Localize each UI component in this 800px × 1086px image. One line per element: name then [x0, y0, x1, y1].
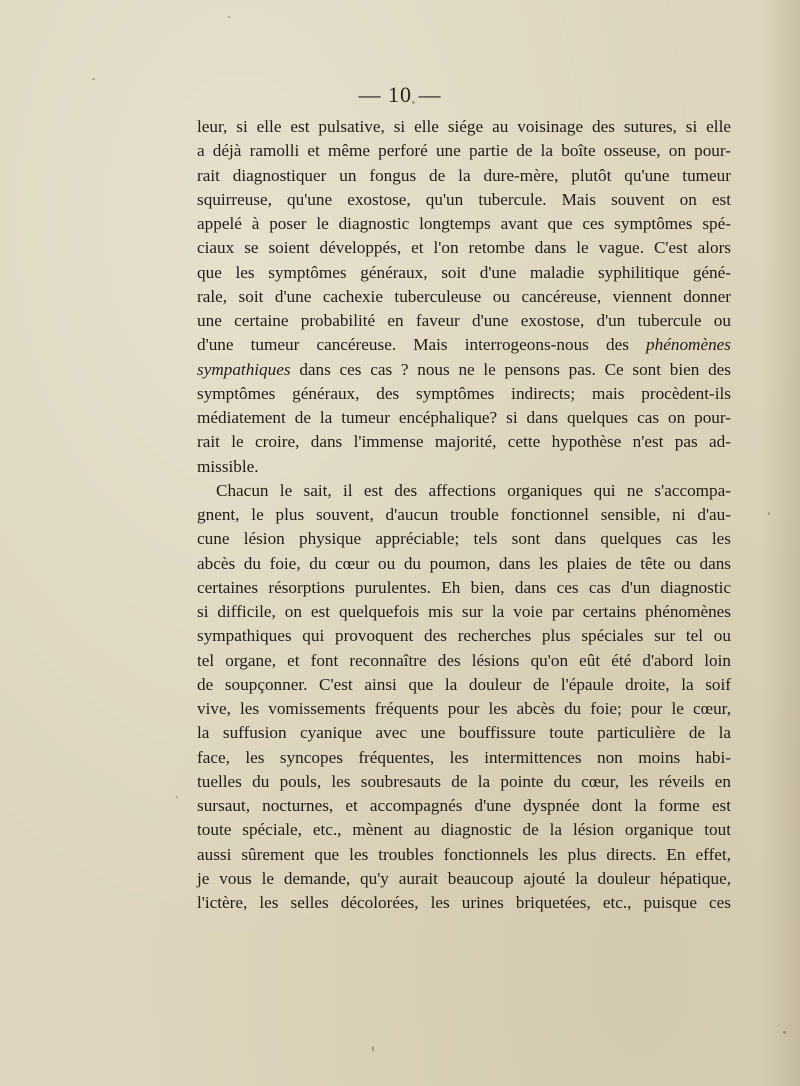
text-line: gnent, le plus souvent, d'aucun trouble fonctionnel sensible, ni d'au-	[197, 505, 731, 524]
paper-speck	[228, 16, 230, 18]
text-line: abcès du foie, du cœur ou du poumon, dans les plaies de tête ou dans	[197, 553, 731, 573]
text-line: une certaine probabilité en faveur d'une exostose, d'un tubercule ou	[197, 311, 731, 330]
text-line: que les symptômes généraux, soit d'une maladie syphilitique géné-	[197, 262, 731, 282]
page-number: — 10 —	[358, 82, 442, 107]
text-line: je vous le demande, qu'y aurait beaucoup ajouté la douleur hépatique,	[197, 868, 731, 888]
text-line-mixed	[197, 358, 731, 382]
text-line: vive, les vomissements fréquents pour les abcès du foie; pour le cœur,	[197, 699, 731, 718]
italic-term: phénomènes	[646, 335, 731, 355]
text-line: rait diagnostiquer un fongus de la dure-mère, plutôt qu'une tumeur	[197, 165, 731, 185]
text-line-mixed	[197, 333, 731, 357]
text-line: ciaux se soient développés, et l'on retombe dans le vague. C'est alors	[197, 238, 731, 258]
text-line: sursaut, nocturnes, et accompagnés d'une dyspnée dont la forme est	[197, 796, 731, 815]
text-line: Chacun le sait, il est des affections organiques qui ne s'accompa-	[216, 480, 731, 500]
text-line: l'ictère, les selles décolorées, les urines briquetées, etc., puisque ces	[197, 893, 731, 912]
text-line: leur, si elle est pulsative, si elle siége au voisinage des sutures, si elle	[197, 117, 731, 136]
italic-term: sympathiques	[197, 359, 291, 379]
text-line: toute spéciale, etc., mènent au diagnostic de la lésion organique tout	[197, 820, 731, 840]
body-text	[197, 115, 731, 915]
text-line: a déjà ramolli et même perforé une partie de la boîte osseuse, on pour-	[197, 141, 731, 161]
text-line: tuelles du pouls, les soubresauts de la pointe du cœur, les réveils en	[197, 771, 731, 791]
text-line: symptômes généraux, des symptômes indirects; mais procèdent-ils	[197, 383, 731, 403]
paper-speck	[92, 78, 95, 80]
text-line: rale, soit d'une cachexie tuberculeuse ou cancéreuse, viennent donner	[197, 286, 731, 306]
text-run: dans ces cas ? nous ne le pensons pas. Ce sont bien des	[299, 359, 731, 379]
paper-speck	[372, 1046, 374, 1052]
text-line: sympathiques qui provoquent des recherches plus spéciales sur tel ou	[197, 626, 731, 646]
paper-speck	[768, 512, 770, 515]
text-line: tel organe, et font reconnaître des lésions qu'on eût été d'abord loin	[197, 650, 731, 670]
text-line: la suffusion cyanique avec une bouffissure toute particulière de la	[197, 723, 731, 743]
text-run: d'une tumeur cancéreuse. Mais interrogeons-nous des	[197, 335, 629, 355]
paper-speck	[176, 796, 178, 798]
text-line: missible.	[197, 456, 259, 476]
text-line: médiatement de la tumeur encéphalique? si dans quelques cas on pour-	[197, 408, 731, 427]
page-edge-shadow	[760, 0, 800, 1086]
text-line: appelé à poser le diagnostic longtemps avant que ces symptômes spé-	[197, 214, 731, 233]
paper-speck	[783, 1031, 786, 1034]
text-line: squirreuse, qu'une exostose, qu'un tubercule. Mais souvent on est	[197, 189, 731, 209]
paper-speck	[412, 101, 415, 104]
text-line: de soupçonner. C'est ainsi que la douleur de l'épaule droite, la soif	[197, 674, 731, 694]
text-line: si difficile, on est quelquefois mis sur la voie par certains phénomènes	[197, 602, 731, 621]
text-line: aussi sûrement que les troubles fonctionnels les plus directs. En effet,	[197, 844, 731, 864]
text-line: rait le croire, dans l'immense majorité, cette hypothèse n'est pas ad-	[197, 432, 731, 452]
text-line: cune lésion physique appréciable; tels sont dans quelques cas les	[197, 529, 731, 549]
text-line: face, les syncopes fréquentes, les intermittences non moins habi-	[197, 747, 731, 767]
text-line: certaines résorptions purulentes. Eh bien, dans ces cas d'un diagnostic	[197, 577, 731, 597]
